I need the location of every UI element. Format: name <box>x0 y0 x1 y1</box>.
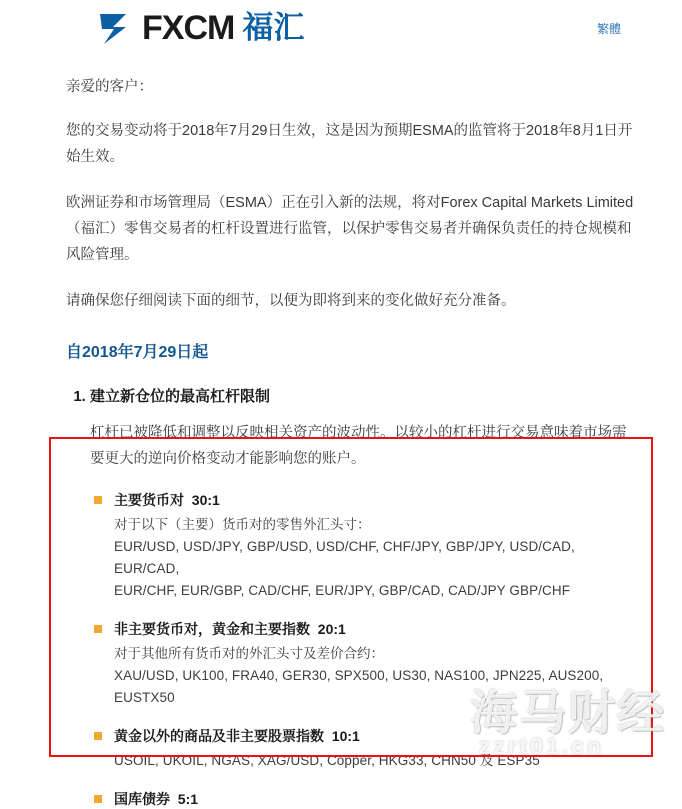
fxcm-logo <box>96 8 304 48</box>
leverage-heading <box>94 619 640 639</box>
page-header <box>0 0 682 62</box>
paragraph-1: 您的交易变动将于2018年7月29日生效，这是因为预期ESMA的监管将于2018年8月1日开始生效。 <box>66 123 633 165</box>
leverage-detail <box>114 750 640 772</box>
list-item <box>90 384 640 472</box>
logo-wordmark-cn: 福汇 <box>242 10 305 45</box>
leverage-heading <box>94 789 640 809</box>
watermark-main: 海马财经 <box>470 686 666 739</box>
greeting-text: 亲爱的客户： <box>66 79 153 95</box>
paragraph-3: 请确保您仔细阅读下面的细节，以便为即将到来的变化做好充分准备。 <box>66 293 516 309</box>
leverage-block-commodities <box>94 726 640 772</box>
leverage-block-treasury <box>94 789 640 809</box>
list-item-intro: 杠杆已被降低和调整以反映相关资产的波动性。以较小的杠杆进行交易意味着市场需要更大的逆向价格变动才能影响您的账户。 <box>90 425 627 467</box>
leverage-desc: 对于以下（主要）货币对的零售外汇头寸： <box>114 517 371 532</box>
list-item-title: 建立新仓位的最高杠杆限制 <box>90 388 271 405</box>
leverage-symbols-line: EUR/CHF, EUR/GBP, CAD/CHF, EUR/JPY, GBP/CAD, CAD/JPY GBP/CHF <box>114 583 571 598</box>
square-bullet-icon <box>94 496 102 504</box>
leverage-detail <box>114 514 640 602</box>
leverage-ratio: 20:1 <box>317 621 346 637</box>
numbered-list <box>66 384 640 472</box>
watermark-url: zzrt01.cn <box>478 733 604 759</box>
leverage-limits-group <box>66 490 640 809</box>
language-switch-link[interactable]: 繁體 <box>596 22 621 36</box>
leverage-heading <box>94 490 640 510</box>
leverage-name: 非主要货币对，黄金和主要指数 <box>114 621 310 637</box>
leverage-name: 国库债券 <box>114 791 170 807</box>
logo-wordmark: FXCM <box>142 9 235 47</box>
leverage-symbols-line: EUSTX50 <box>114 690 175 705</box>
square-bullet-icon <box>94 795 102 803</box>
leverage-desc: 对于其他所有货币对的外汇头寸及差价合约： <box>114 646 384 661</box>
leverage-ratio: 30:1 <box>191 492 220 508</box>
leverage-symbols-line: EUR/USD, USD/JPY, GBP/USD, USD/CHF, CHF/JPY, GBP/JPY, USD/CAD, EUR/CAD, <box>114 539 575 576</box>
leverage-symbols-line: USOIL, UKOIL, NGAS, XAG/USD, Copper, HKG33, CHN50 及 ESP35 <box>114 753 540 768</box>
leverage-symbols-line: XAU/USD, UK100, FRA40, GER30, SPX500, US30, NAS100, JPN225, AUS200, <box>114 668 604 683</box>
effective-date-heading: 自2018年7月29日起 <box>66 344 209 361</box>
leverage-ratio: 10:1 <box>331 728 360 744</box>
leverage-block-minor-pairs <box>94 619 640 709</box>
leverage-detail <box>114 643 640 709</box>
leverage-block-major-pairs <box>94 490 640 602</box>
square-bullet-icon <box>94 625 102 633</box>
square-bullet-icon <box>94 732 102 740</box>
paragraph-2: 欧洲证券和市场管理局（ESMA）正在引入新的法规，将对Forex Capital Markets Limited（福汇）零售交易者的杠杆设置进行监管，以保护零售交易者并确保负责任的持仓规模和风险管理。 <box>66 195 634 263</box>
letter-body <box>0 74 682 809</box>
leverage-name: 主要货币对 <box>114 492 184 508</box>
leverage-ratio: 5:1 <box>177 791 199 807</box>
leverage-name: 黄金以外的商品及非主要股票指数 <box>114 728 324 744</box>
fxcm-arrow-logo-icon <box>96 8 136 48</box>
leverage-heading <box>94 726 640 746</box>
